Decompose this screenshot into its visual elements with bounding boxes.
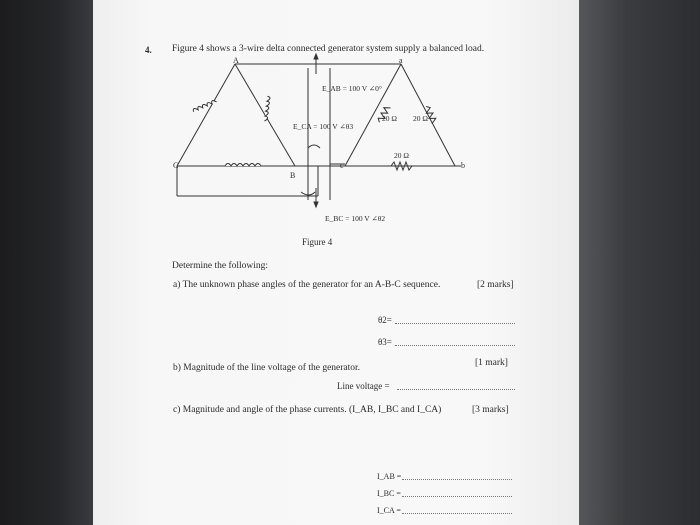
part-a-marks: [2 marks] — [477, 280, 514, 290]
node-label-a: a — [399, 56, 403, 65]
eab-label: E_AB = 100 V ∠0° — [322, 84, 382, 93]
node-label-C: C — [173, 161, 179, 170]
node-label-c: c — [340, 161, 344, 170]
part-b-text: b) Magnitude of the line voltage of the generator. — [173, 363, 361, 373]
background-left — [0, 0, 95, 525]
question-stem: Figure 4 shows a 3-wire delta connected generator system supply a balanced load. — [172, 44, 485, 54]
iab-answer-line[interactable] — [402, 479, 512, 480]
part-a-text: a) The unknown phase angles of the generator for an A-B-C sequence. — [173, 280, 441, 290]
theta3-label: θ3= — [378, 337, 392, 347]
paper-sheet — [93, 0, 579, 525]
theta2-label: θ2= — [378, 315, 392, 325]
background-right — [578, 0, 700, 525]
theta2-answer-line[interactable] — [395, 323, 515, 324]
ibc-answer-line[interactable] — [402, 496, 512, 497]
eca-label: E_CA = 100 V ∠θ3 — [293, 122, 354, 131]
question-number: 4. — [145, 45, 152, 55]
iab-label: I_AB = — [377, 472, 402, 481]
part-b-marks: [1 mark] — [475, 358, 508, 368]
resistor-label-1: 20 Ω — [382, 114, 397, 123]
theta3-answer-line[interactable] — [395, 345, 515, 346]
ica-answer-line[interactable] — [402, 513, 512, 514]
ica-label: I_CA = — [377, 506, 401, 515]
resistor-label-2: 20 Ω — [413, 114, 428, 123]
ibc-label: I_BC = — [377, 489, 401, 498]
node-label-A: A — [233, 56, 239, 65]
part-c-marks: [3 marks] — [472, 405, 509, 415]
part-c-text: c) Magnitude and angle of the phase currents. (I_AB, I_BC and I_CA) — [173, 405, 442, 415]
ebc-label: E_BC = 100 V ∠θ2 — [325, 214, 386, 223]
line-voltage-label: Line voltage = — [337, 381, 390, 391]
node-label-B: B — [290, 171, 296, 180]
resistor-label-3: 20 Ω — [394, 151, 409, 160]
node-label-b: b — [461, 161, 465, 170]
instructions-text: Determine the following: — [172, 261, 269, 271]
line-voltage-answer-line[interactable] — [397, 389, 515, 390]
figure-caption: Figure 4 — [302, 237, 333, 247]
